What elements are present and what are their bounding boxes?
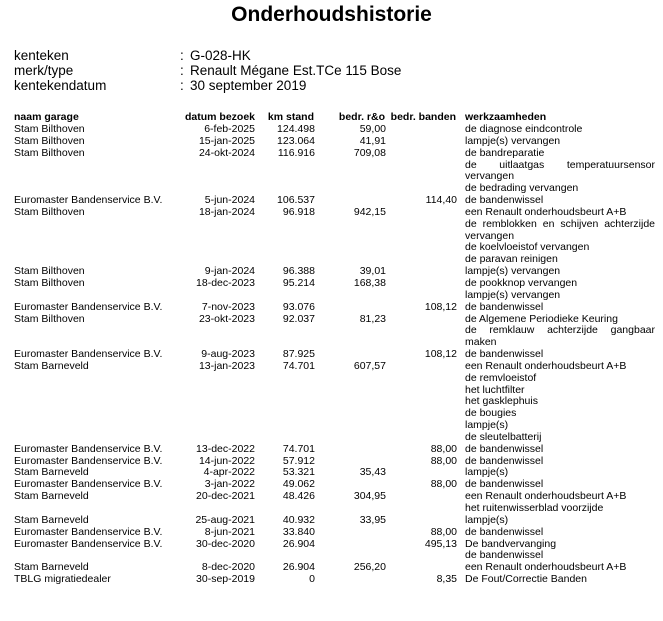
meta-row-merk-type — [14, 64, 401, 79]
cell-date: 5-jun-2024 — [204, 194, 255, 207]
cell-band: 108,12 — [424, 300, 457, 313]
cell-work: De bandvervanging — [465, 537, 557, 550]
cell-date: 4-apr-2022 — [203, 466, 255, 479]
cell-km: 74.701 — [282, 359, 315, 372]
cell-work: de paravan reinigen — [465, 253, 558, 266]
cell-garage: Euromaster Bandenservice B.V. — [14, 194, 163, 207]
header-work: werkzaamheden — [465, 111, 547, 123]
table-body — [0, 124, 663, 586]
cell-work: de bandreparatie — [465, 146, 545, 159]
cell-km: 87.925 — [282, 348, 315, 361]
cell-garage: Euromaster Bandenservice B.V. — [14, 478, 163, 491]
cell-garage: Euromaster Bandenservice B.V. — [14, 454, 163, 467]
table-row — [0, 207, 663, 219]
cell-garage: Stam Bilthoven — [14, 123, 85, 135]
table-row — [0, 515, 663, 527]
meta-colon: : — [180, 63, 184, 78]
cell-work: de remblokken en schijven achterzijde — [465, 217, 655, 230]
cell-km: 0 — [309, 573, 315, 586]
cell-date: 9-jan-2024 — [204, 265, 255, 278]
cell-band: 88,00 — [430, 442, 457, 455]
header-ro: bedr. r&o — [338, 111, 385, 123]
table-row — [0, 420, 663, 432]
cell-work: lampje(s) — [465, 466, 509, 479]
cell-km: 26.904 — [282, 537, 315, 550]
cell-km: 116.916 — [277, 146, 315, 159]
table-row — [0, 242, 663, 254]
cell-km: 40.932 — [282, 513, 315, 526]
table-row — [0, 444, 663, 456]
table-row — [0, 456, 663, 468]
header-band: bedr. banden — [390, 111, 456, 123]
cell-work: de bougies — [465, 407, 517, 420]
cell-work: de uitlaatgas temperatuursensor — [465, 158, 655, 171]
cell-work: vervangen — [465, 229, 515, 242]
cell-work: het gasklephuis — [465, 395, 538, 408]
cell-band: 495,13 — [424, 537, 457, 550]
cell-garage: Stam Barneveld — [14, 466, 89, 479]
meta-label: kentekendatum — [14, 78, 107, 93]
cell-band: 88,00 — [430, 525, 457, 538]
cell-km: 92.037 — [282, 312, 315, 325]
cell-km: 33.840 — [282, 525, 315, 538]
cell-date: 30-dec-2020 — [196, 537, 255, 550]
meta-colon: : — [180, 48, 184, 63]
cell-work: het ruitenwisserblad voorzijde — [465, 502, 604, 514]
meta-value: Renault Mégane Est.TCe 115 Bose — [190, 63, 402, 78]
cell-garage: Stam Bilthoven — [14, 312, 85, 325]
table-row — [0, 302, 663, 314]
table-row — [0, 278, 663, 290]
cell-ro: 304,95 — [353, 490, 386, 503]
cell-date: 9-aug-2023 — [201, 348, 255, 361]
cell-ro: 607,57 — [353, 359, 386, 372]
header-garage: naam garage — [14, 111, 79, 123]
vehicle-info — [14, 49, 401, 94]
cell-km: 123.064 — [277, 134, 315, 147]
cell-ro: 41,91 — [359, 134, 386, 147]
cell-work: het luchtfilter — [465, 383, 525, 396]
cell-garage: Stam Bilthoven — [14, 276, 85, 289]
cell-work: een Renault onderhoudsbeurt A+B — [465, 205, 627, 218]
cell-garage: Stam Barneveld — [14, 359, 89, 372]
cell-work: de bedrading vervangen — [465, 182, 579, 195]
table-row — [0, 219, 663, 231]
cell-ro: 709,08 — [353, 146, 386, 159]
cell-ro: 256,20 — [353, 561, 386, 574]
cell-date: 6-feb-2025 — [204, 123, 255, 135]
meta-row-kenteken — [14, 49, 401, 64]
cell-km: 74.701 — [282, 442, 315, 455]
table-row — [0, 373, 663, 385]
cell-work: lampje(s) vervangen — [465, 265, 561, 278]
table-row — [0, 160, 663, 172]
cell-work: De Fout/Correctie Banden — [465, 573, 587, 586]
cell-work: de bandenwissel — [465, 525, 544, 538]
cell-garage: Euromaster Bandenservice B.V. — [14, 525, 163, 538]
table-row — [0, 408, 663, 420]
page-title: Onderhoudshistorie — [231, 3, 432, 26]
cell-date: 13-jan-2023 — [198, 359, 255, 372]
cell-ro: 39,01 — [359, 265, 386, 278]
header-date: datum bezoek — [184, 111, 255, 123]
cell-work: een Renault onderhoudsbeurt A+B — [465, 490, 627, 503]
cell-work: de bandenwissel — [465, 194, 544, 207]
cell-work: de bandenwissel — [465, 478, 544, 491]
table-row — [0, 396, 663, 408]
cell-work: een Renault onderhoudsbeurt A+B — [465, 561, 627, 574]
table-row — [0, 254, 663, 266]
cell-garage: Euromaster Bandenservice B.V. — [14, 348, 163, 361]
cell-work: vervangen — [465, 170, 515, 183]
maintenance-table — [0, 112, 663, 586]
table-row — [0, 503, 663, 515]
table-row — [0, 290, 663, 302]
cell-work: lampje(s) vervangen — [465, 288, 561, 301]
cell-work: de bandenwissel — [465, 300, 544, 313]
cell-work: de sleutelbatterij — [465, 430, 542, 443]
meta-colon: : — [180, 78, 184, 93]
meta-label: kenteken — [14, 48, 69, 63]
cell-date: 8-dec-2020 — [201, 561, 255, 574]
cell-band: 88,00 — [430, 478, 457, 491]
cell-date: 30-sep-2019 — [196, 573, 255, 586]
cell-ro: 35,43 — [359, 466, 386, 479]
cell-date: 14-jun-2022 — [198, 454, 255, 467]
cell-date: 24-okt-2024 — [198, 146, 255, 159]
cell-work: lampje(s) — [465, 513, 509, 526]
cell-garage: Stam Bilthoven — [14, 265, 85, 278]
cell-date: 3-jan-2022 — [204, 478, 255, 491]
table-row — [0, 385, 663, 397]
table-row — [0, 124, 663, 136]
cell-ro: 942,15 — [353, 205, 386, 218]
meta-value: G-028-HK — [190, 48, 251, 63]
table-row — [0, 361, 663, 373]
cell-km: 93.076 — [282, 300, 315, 313]
header-km: km stand — [267, 111, 314, 123]
cell-garage: Stam Bilthoven — [14, 146, 85, 159]
cell-garage: Stam Bilthoven — [14, 134, 85, 147]
cell-date: 23-okt-2023 — [198, 312, 255, 325]
cell-date: 15-jan-2025 — [198, 134, 255, 147]
table-row — [0, 539, 663, 551]
cell-date: 18-jan-2024 — [198, 205, 255, 218]
cell-km: 49.062 — [282, 478, 315, 491]
cell-km: 53.321 — [282, 466, 315, 479]
table-row — [0, 432, 663, 444]
cell-work: de bandenwissel — [465, 348, 544, 361]
cell-km: 26.904 — [282, 561, 315, 574]
table-row — [0, 148, 663, 160]
cell-work: lampje(s) — [465, 419, 509, 432]
cell-garage: Stam Barneveld — [14, 490, 89, 503]
cell-garage: Euromaster Bandenservice B.V. — [14, 537, 163, 550]
cell-date: 20-dec-2021 — [196, 490, 255, 503]
cell-work: de bandenwissel — [465, 442, 544, 455]
cell-garage: Euromaster Bandenservice B.V. — [14, 300, 163, 313]
cell-ro: 81,23 — [359, 312, 386, 325]
table-row — [0, 527, 663, 539]
cell-garage: TBLG migratiedealer — [14, 573, 111, 586]
cell-date: 8-jun-2021 — [204, 525, 255, 538]
cell-km: 124.498 — [277, 123, 315, 135]
cell-work: de diagnose eindcontrole — [465, 123, 583, 135]
cell-km: 96.388 — [282, 265, 315, 278]
cell-ro: 59,00 — [359, 123, 386, 135]
cell-work: de Algemene Periodieke Keuring — [465, 312, 618, 325]
cell-ro: 168,38 — [353, 276, 386, 289]
cell-work: de bandenwissel — [465, 454, 544, 467]
cell-date: 13-dec-2022 — [196, 442, 255, 455]
meta-label: merk/type — [14, 63, 74, 78]
cell-date: 25-aug-2021 — [195, 513, 255, 526]
cell-work: maken — [465, 336, 497, 349]
cell-date: 18-dec-2023 — [196, 276, 255, 289]
cell-km: 96.918 — [282, 205, 315, 218]
cell-work: de koelvloeistof vervangen — [465, 241, 590, 254]
cell-garage: Stam Bilthoven — [14, 205, 85, 218]
cell-km: 48.426 — [282, 490, 315, 503]
cell-km: 95.214 — [282, 276, 315, 289]
cell-ro: 33,95 — [359, 513, 386, 526]
cell-band: 8,35 — [436, 573, 457, 586]
cell-work: de remvloeistof — [465, 371, 537, 384]
cell-work: lampje(s) vervangen — [465, 134, 561, 147]
cell-work: een Renault onderhoudsbeurt A+B — [465, 359, 627, 372]
cell-work: de bandenwissel — [465, 549, 544, 562]
cell-garage: Euromaster Bandenservice B.V. — [14, 442, 163, 455]
cell-km: 57.912 — [282, 454, 315, 467]
meta-value: 30 september 2019 — [190, 78, 307, 93]
table-row — [0, 325, 663, 337]
table-row — [0, 136, 663, 148]
cell-garage: Stam Barneveld — [14, 561, 89, 574]
cell-band: 108,12 — [424, 348, 457, 361]
meta-row-kentekendatum — [14, 79, 401, 94]
cell-km: 106.537 — [277, 194, 315, 207]
cell-date: 7-nov-2023 — [201, 300, 255, 313]
table-row — [0, 574, 663, 586]
cell-garage: Stam Barneveld — [14, 513, 89, 526]
cell-work: de pookknop vervangen — [465, 276, 578, 289]
cell-band: 88,00 — [430, 454, 457, 467]
cell-band: 114,40 — [425, 194, 457, 207]
cell-work: de remklauw achterzijde gangbaar — [465, 324, 655, 337]
